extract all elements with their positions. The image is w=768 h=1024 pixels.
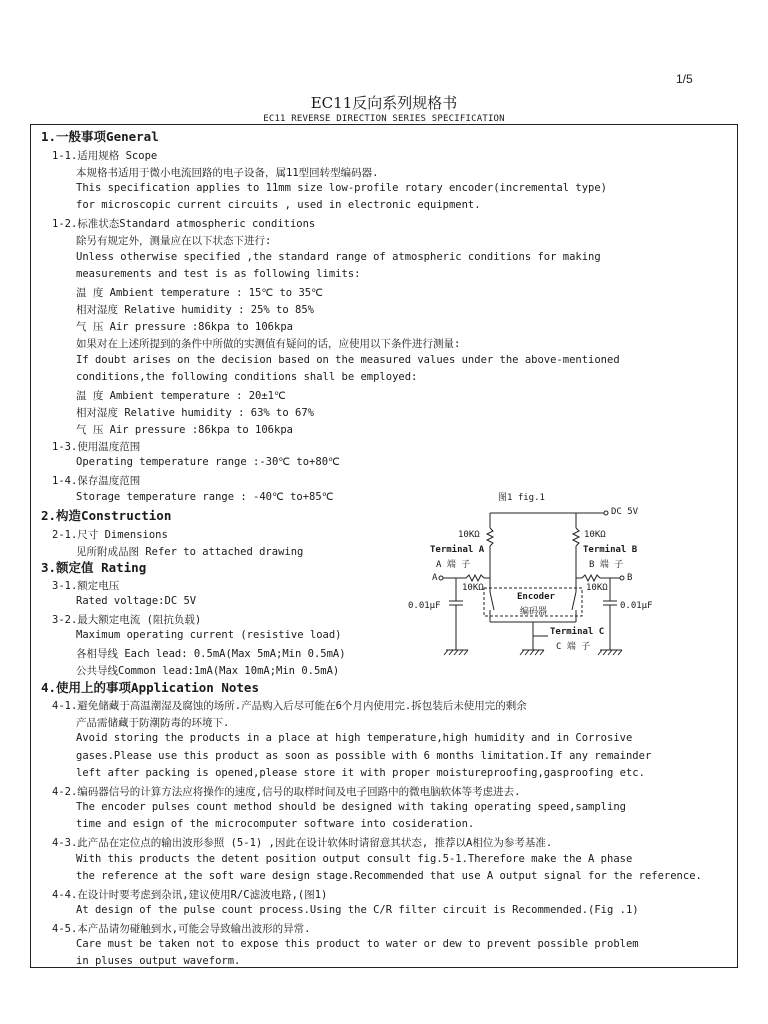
document-subtitle: EC11 REVERSE DIRECTION SERIES SPECIFICATION xyxy=(263,114,505,124)
doubt-en-2: conditions,the following conditions shall be employed: xyxy=(76,371,418,383)
section-3-heading: 3.额定值 Rating xyxy=(41,560,147,575)
standard-conditions-en-1: Unless otherwise specified ,the standard range of atmospheric conditions for making xyxy=(76,251,601,263)
doubt-zh: 如果对在上述所提到的条件中所做的实测值有疑问的话，应使用以下条件进行测量: xyxy=(76,338,461,350)
note-4-2-en-1: The encoder pulses count method should be designed with taking operating speed,sampling xyxy=(76,801,626,813)
doubt-en-1: If doubt arises on the decision based on the measured values under the above-mentioned xyxy=(76,354,620,366)
rated-voltage-label: 3-1.额定电压 xyxy=(52,580,120,592)
note-4-3-en-2: the reference at the soft ware design stage.Recommended that use A output signal for the reference. xyxy=(76,870,702,882)
scope-zh: 本规格书适用于微小电流回路的电子设备，属11型回转型编码器. xyxy=(76,167,379,179)
note-4-1-en-3: left after packing is opened,please store it with proper moistureproofing,gasproofing etc. xyxy=(76,767,645,779)
air-pressure: 气 压 Air pressure :86kpa to 106kpa xyxy=(76,321,293,333)
document-title: EC11反向系列规格书 xyxy=(310,94,458,112)
pullup-resistor-a-label: 10KΩ xyxy=(458,530,480,540)
rated-current-label: 3-2.最大额定电流 (阻抗负载) xyxy=(52,614,202,626)
relative-humidity: 相对湿度 Relative humidity : 25% to 85% xyxy=(76,304,314,316)
section-4-heading: 4.使用上的事项Application Notes xyxy=(41,680,259,695)
dimensions-text: 见所附成品图 Refer to attached drawing xyxy=(76,546,304,558)
dimensions-label: 2-1.尺寸 Dimensions xyxy=(52,529,168,541)
filter-resistor-a-label: 10KΩ xyxy=(462,583,484,593)
note-4-5-zh: 4-5.本产品请勿碰触到水,可能会导致输出波形的异常. xyxy=(52,923,311,935)
terminal-a-zh: A 端 子 xyxy=(436,560,471,570)
section-2-heading: 2.构造Construction xyxy=(41,508,172,523)
figure-caption: 图1 fig.1 xyxy=(498,493,545,503)
encoder-zh: 编码器 xyxy=(520,607,548,617)
storage-temp-label: 1-4.保存温度范围 xyxy=(52,475,141,487)
standard-conditions-zh: 除另有规定外，测量应在以下状态下进行: xyxy=(76,235,272,247)
section-1-heading: 1.一般事项General xyxy=(41,129,159,144)
each-lead-current: 各相导线 Each lead: 0.5mA(Max 5mA;Min 0.5mA) xyxy=(76,648,346,660)
operating-temp-label: 1-3.使用温度范围 xyxy=(52,441,141,453)
supply-voltage-label: DC 5V xyxy=(611,507,639,517)
capacitor-b-label: 0.01μF xyxy=(620,601,653,611)
note-4-1-en-2: gases.Please use this product as soon as possible with 6 months limitation.If any remainder xyxy=(76,750,652,762)
standard-conditions-label: 1-2.标准状态Standard atmospheric conditions xyxy=(52,218,316,230)
note-4-2-en-2: time and esign of the microcomputer software into cosideration. xyxy=(76,818,475,830)
scope-en-1: This specification applies to 11mm size low-profile rotary encoder(incremental type) xyxy=(76,182,608,194)
pullup-resistor-b-label: 10KΩ xyxy=(584,530,606,540)
note-4-5-en-1: Care must be taken not to expose this product to water or dew to prevent possible problem xyxy=(76,938,639,950)
max-operating-current: Maximum operating current (resistive load) xyxy=(76,629,342,641)
note-4-3-en-1: With this products the detent position output consult fig.5-1.Therefore make the A phase xyxy=(76,853,633,865)
storage-temp-range: Storage temperature range : -40℃ to+85℃ xyxy=(76,491,334,503)
page-number: 1/5 xyxy=(676,72,693,86)
note-4-4-zh: 4-4.在设计时要考虑到杂讯,建议使用R/C滤波电路,(图1) xyxy=(52,889,328,901)
rated-voltage: Rated voltage:DC 5V xyxy=(76,595,197,607)
air-pressure-referee: 气 压 Air pressure :86kpa to 106kpa xyxy=(76,424,293,436)
ambient-temperature-referee: 温 度 Ambient temperature : 20±1℃ xyxy=(76,390,286,402)
scope-label: 1-1.适用规格 Scope xyxy=(52,150,158,162)
terminal-a-label: Terminal A xyxy=(430,545,485,555)
terminal-c-zh: C 端 子 xyxy=(556,642,591,652)
note-4-3-zh: 4-3.此产品在定位点的输出波形参照 (5-1) ,因此在设计软体时请留意其状态, 推荐以A相位为参考基准. xyxy=(52,837,553,849)
encoder-label: Encoder xyxy=(517,592,555,602)
terminal-b-zh: B 端 子 xyxy=(589,560,624,570)
terminal-c-label: Terminal C xyxy=(550,627,605,637)
relative-humidity-referee: 相对湿度 Relative humidity : 63% to 67% xyxy=(76,407,314,419)
terminal-b-label: Terminal B xyxy=(583,545,638,555)
note-4-5-en-2: in pluses output waveform. xyxy=(76,955,241,967)
note-4-2-zh: 4-2.编码器信号的计算方法应将操作的速度,信号的取样时间及电子回路中的微电脑软体等考虑进去. xyxy=(52,786,521,798)
note-4-1-zh-cont: 产品需储藏于防潮防毒的环境下. xyxy=(76,717,230,729)
note-4-1-zh: 4-1.避免储藏于高温潮湿及腐蚀的场所.产品购入后尽可能在6个月内使用完.拆包装后未使用完的剩余 xyxy=(52,700,527,712)
filter-resistor-b-label: 10KΩ xyxy=(586,583,608,593)
pin-a-label: A xyxy=(432,573,438,583)
scope-en-2: for microscopic current circuits , used in electronic equipment. xyxy=(76,199,481,211)
operating-temp-range: Operating temperature range :-30℃ to+80℃ xyxy=(76,456,340,468)
pin-b-label: B xyxy=(627,573,633,583)
capacitor-a-label: 0.01μF xyxy=(408,601,441,611)
note-4-1-en-1: Avoid storing the products in a place at high temperature,high humidity and in Corrosive xyxy=(76,732,633,744)
note-4-4-en: At design of the pulse count process.Using the C/R filter circuit is Recommended.(Fig .1) xyxy=(76,904,639,916)
ambient-temperature: 温 度 Ambient temperature : 15℃ to 35℃ xyxy=(76,287,323,299)
standard-conditions-en-2: measurements and test is as following limits: xyxy=(76,268,361,280)
common-lead-current: 公共导线Common lead:1mA(Max 10mA;Min 0.5mA) xyxy=(76,665,340,677)
